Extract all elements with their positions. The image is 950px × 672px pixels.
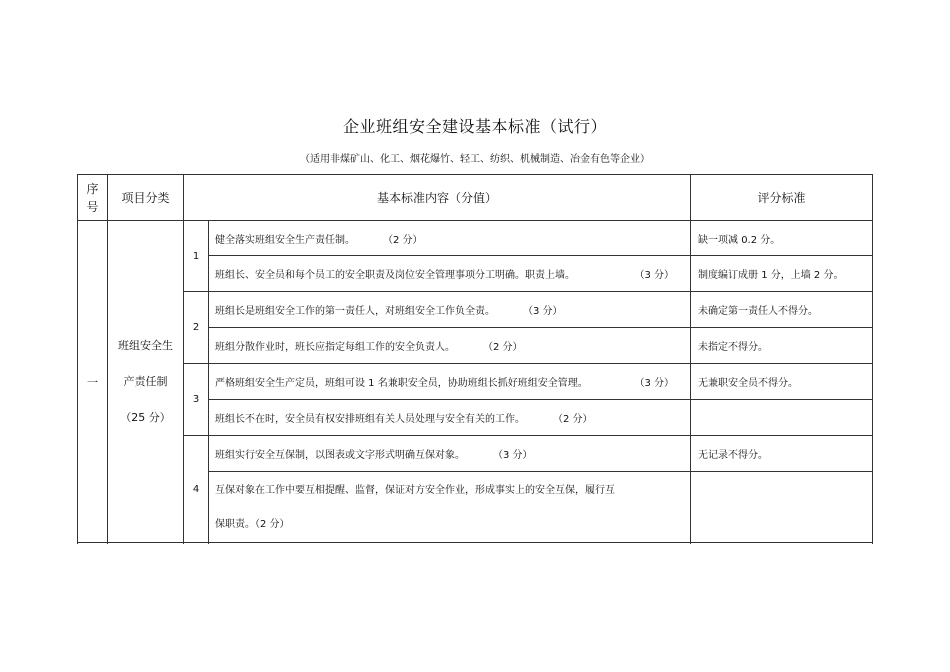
standard-text: 健全落实班组安全生产责任制。 xyxy=(215,234,355,246)
header-seq-line1: 序 xyxy=(86,181,99,196)
standard-score: （2 分） xyxy=(383,234,423,246)
header-criteria: 评分标准 xyxy=(691,175,873,221)
standard-score: （3 分） xyxy=(493,450,533,461)
table-row xyxy=(78,364,873,400)
standard-score: （3 分） xyxy=(634,378,675,389)
standard-content xyxy=(209,221,691,256)
standard-score: （2 分） xyxy=(483,342,523,353)
scoring-criteria: 无记录不得分。 xyxy=(691,436,873,472)
standard-score: （3 分） xyxy=(634,270,675,281)
standard-text: 班组分散作业时，班长应指定每组工作的安全负责人。 xyxy=(215,342,455,353)
document-title: 企业班组安全建设基本标准（试行） xyxy=(342,117,607,136)
standard-content xyxy=(209,472,691,543)
category-line2: 产责任制 xyxy=(123,374,168,388)
scoring-criteria: 制度编订成册 1 分，上墙 2 分。 xyxy=(691,256,873,292)
table-row xyxy=(78,221,873,256)
standard-content xyxy=(209,400,691,436)
standard-content xyxy=(209,328,691,364)
standard-content xyxy=(209,292,691,328)
scoring-criteria: 未确定第一责任人不得分。 xyxy=(691,292,873,328)
group-number: 4 xyxy=(184,436,209,543)
group-number: 1 xyxy=(184,221,209,292)
scoring-criteria: 未指定不得分。 xyxy=(691,328,873,364)
header-category: 项目分类 xyxy=(108,175,184,221)
standard-score: （2 分） xyxy=(553,414,593,425)
category-line1: 班组安全生 xyxy=(118,338,173,352)
standard-text-line1: 互保对象在工作中要互相提醒、监督，保证对方安全作业，形成事实上的安全互保，履行互 xyxy=(215,485,615,496)
standard-content xyxy=(209,364,691,400)
category-line3: （25 分） xyxy=(120,410,171,424)
standards-table xyxy=(77,174,873,543)
section-seq: 一 xyxy=(78,221,108,543)
standard-text: 班组长是班组安全工作的第一责任人，对班组安全工作负全责。 xyxy=(215,306,495,317)
scoring-criteria: 无兼职安全员不得分。 xyxy=(691,364,873,400)
table-row xyxy=(78,292,873,328)
standard-text: 班组长不在时，安全员有权安排班组有关人员处理与安全有关的工作。 xyxy=(215,414,525,425)
scoring-criteria xyxy=(691,472,873,543)
table-row xyxy=(78,436,873,472)
standard-text: 班组长、安全员和每个员工的安全职责及岗位安全管理事项分工明确。职责上墙。 xyxy=(215,270,575,281)
group-number: 3 xyxy=(184,364,209,436)
header-content: 基本标准内容（分值） xyxy=(184,175,691,221)
header-seq xyxy=(78,175,108,221)
standard-text: 严格班组安全生产定员，班组可设 1 名兼职安全员，协助班组长抓好班组安全管理。 xyxy=(215,378,588,389)
scoring-criteria: 缺一项减 0.2 分。 xyxy=(691,221,873,256)
group-number: 2 xyxy=(184,292,209,364)
table-header-row xyxy=(78,175,873,221)
document-subtitle: （适用非煤矿山、化工、烟花爆竹、轻工、纺织、机械制造、冶金有色等企业） xyxy=(300,154,650,165)
standard-text: 班组实行安全互保制，以图表或文字形式明确互保对象。 xyxy=(215,450,465,461)
scoring-criteria xyxy=(691,400,873,436)
section-category xyxy=(108,221,184,543)
standard-content xyxy=(209,256,691,292)
standard-content xyxy=(209,436,691,472)
standard-text-line2: 保职责。（2 分） xyxy=(215,519,290,530)
header-seq-line2: 号 xyxy=(86,199,99,214)
standard-score: （3 分） xyxy=(523,306,563,317)
